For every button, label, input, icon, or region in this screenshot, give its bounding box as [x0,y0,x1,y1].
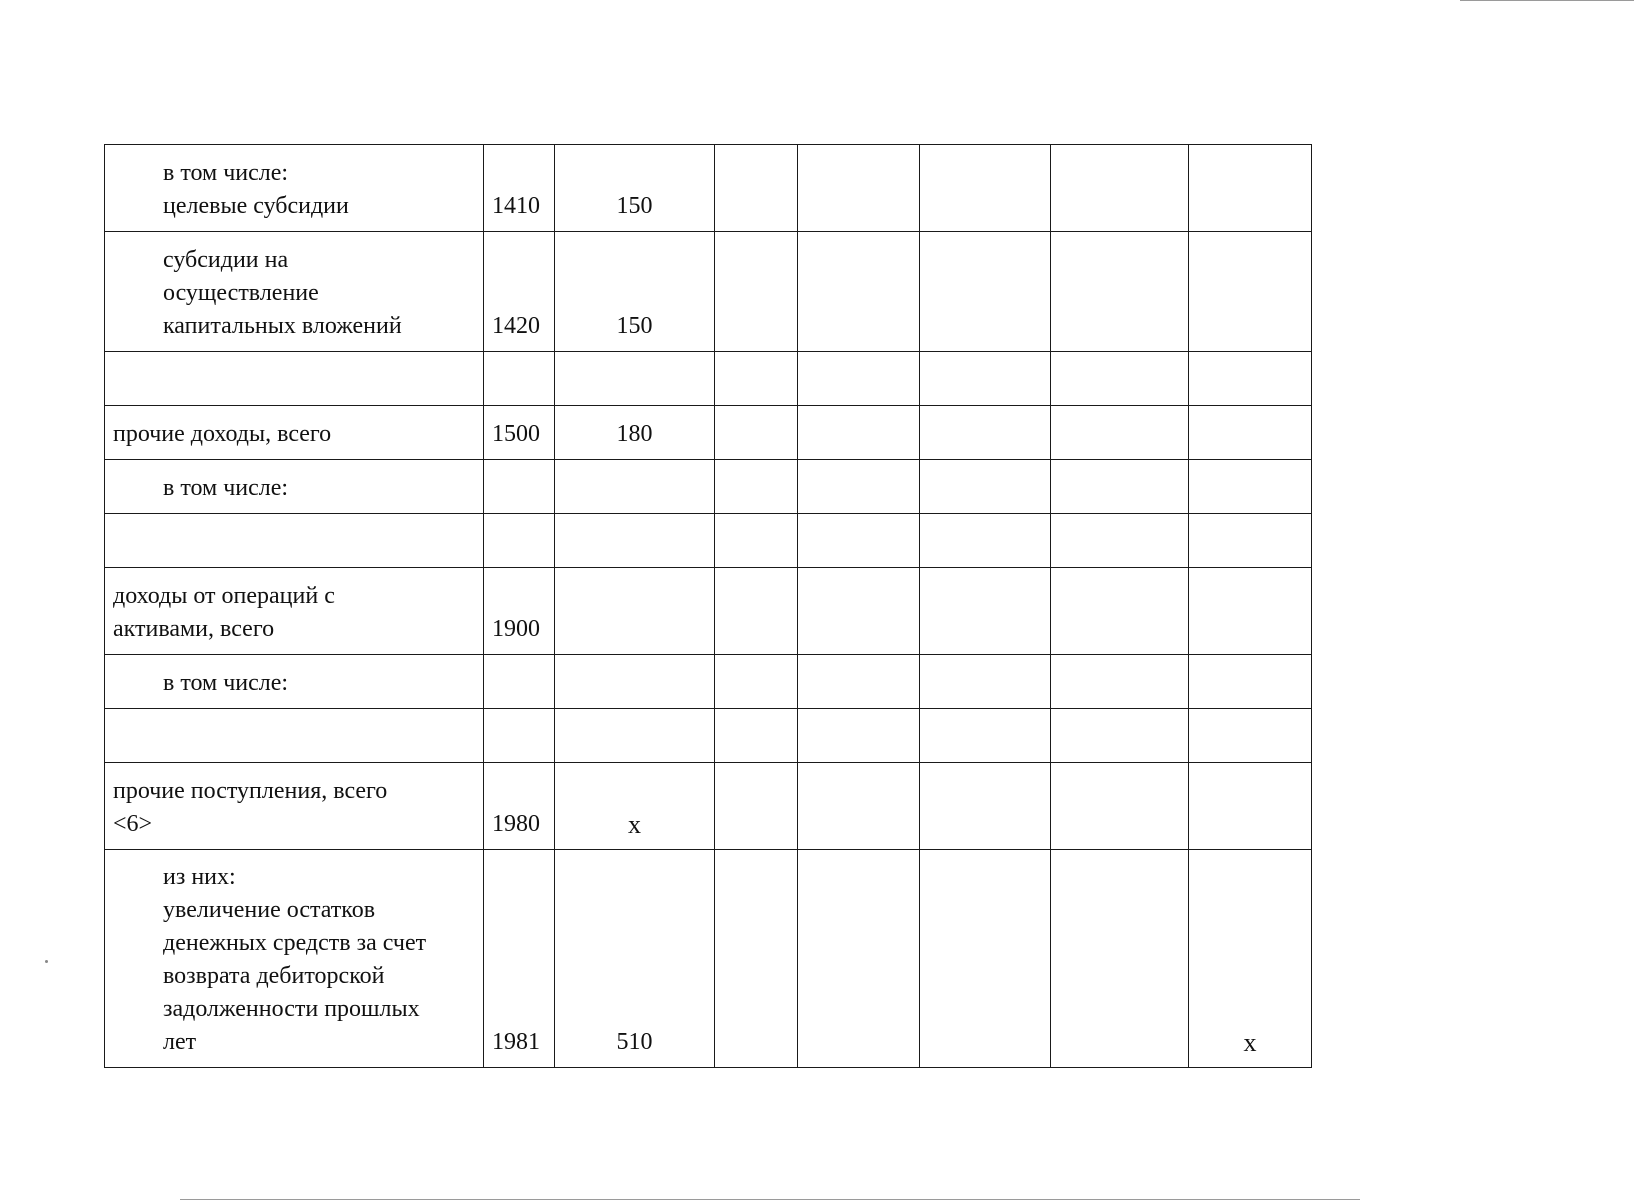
row-label-line: активами, всего [113,616,275,642]
empty-cell [920,850,1051,1068]
row-code [484,460,555,514]
row-label [105,460,484,514]
empty-cell [715,514,798,568]
row-label-line: доходы от операций с [113,583,335,609]
empty-cell [920,514,1051,568]
row-label-line: <6> [113,811,153,837]
empty-cell [1051,406,1189,460]
row-last-value [1189,232,1312,352]
table-row-1980 [105,763,1312,850]
row-label [105,232,484,352]
table-row-1900 [105,568,1312,655]
row-label-line: прочие поступления, всего [113,778,388,804]
row-value: 510 [555,850,715,1068]
row-label [105,514,484,568]
row-value [555,709,715,763]
empty-cell [715,406,798,460]
empty-cell [1051,850,1189,1068]
row-code [484,514,555,568]
empty-cell [715,763,798,850]
row-label [105,568,484,655]
table-row-subheader [105,655,1312,709]
empty-cell [798,709,920,763]
row-value: x [555,763,715,850]
row-value [555,655,715,709]
empty-cell [715,850,798,1068]
row-label-line: капитальных вложений [163,313,402,339]
row-label-line: субсидии на [163,247,289,273]
empty-cell [1051,568,1189,655]
empty-cell [715,145,798,232]
row-value: 150 [555,232,715,352]
row-last-value [1189,352,1312,406]
row-label-line: задолженности прошлых [163,996,420,1022]
row-last-value [1189,763,1312,850]
row-label-line: осуществление [163,280,319,306]
empty-cell [920,568,1051,655]
table-row-1500 [105,406,1312,460]
row-last-value [1189,568,1312,655]
row-code [484,709,555,763]
empty-cell [798,763,920,850]
table-row-empty [105,352,1312,406]
row-value [555,460,715,514]
row-last-value [1189,655,1312,709]
row-label-line: возврата дебиторской [163,963,385,989]
row-value [555,514,715,568]
row-last-value [1189,709,1312,763]
empty-cell [715,568,798,655]
row-last-value [1189,406,1312,460]
row-label [105,406,484,460]
empty-cell [1051,514,1189,568]
empty-cell [1051,232,1189,352]
row-code: 1410 [484,145,555,232]
empty-cell [920,232,1051,352]
empty-cell [715,655,798,709]
empty-cell [798,655,920,709]
empty-cell [798,568,920,655]
table-row-empty [105,709,1312,763]
row-code: 1981 [484,850,555,1068]
empty-cell [1051,763,1189,850]
empty-cell [798,352,920,406]
empty-cell [920,655,1051,709]
row-label [105,352,484,406]
row-last-value [1189,460,1312,514]
row-code [484,655,555,709]
row-value: 150 [555,145,715,232]
empty-cell [798,460,920,514]
row-label [105,850,484,1068]
scan-artifact-dot [45,960,48,963]
empty-cell [920,406,1051,460]
row-label-line: из них: [163,864,236,890]
row-value: 180 [555,406,715,460]
empty-cell [920,709,1051,763]
empty-cell [1051,460,1189,514]
empty-cell [1051,709,1189,763]
empty-cell [1051,145,1189,232]
row-label-line: лет [163,1029,197,1055]
row-code: 1420 [484,232,555,352]
scan-artifact-top-line [1460,0,1634,1]
row-value [555,568,715,655]
empty-cell [798,406,920,460]
row-label [105,709,484,763]
table-row-empty [105,514,1312,568]
table-row-1981 [105,850,1312,1068]
table-row-1420 [105,232,1312,352]
empty-cell [715,709,798,763]
row-label-line: в том числе: [163,670,289,696]
empty-cell [920,145,1051,232]
row-code: 1980 [484,763,555,850]
row-label [105,763,484,850]
empty-cell [715,352,798,406]
empty-cell [1051,655,1189,709]
empty-cell [715,460,798,514]
row-label-line: в том числе: [163,475,289,501]
empty-cell [920,460,1051,514]
row-code [484,352,555,406]
empty-cell [798,232,920,352]
row-label-line: прочие доходы, всего [113,421,332,447]
table-row-1410 [105,145,1312,232]
row-label-line: в том числе: [163,160,289,186]
row-label-line: денежных средств за счет [163,930,427,956]
empty-cell [715,232,798,352]
income-table [104,144,1312,1068]
row-last-value: x [1189,850,1312,1068]
row-last-value [1189,514,1312,568]
row-value [555,352,715,406]
empty-cell [798,145,920,232]
empty-cell [798,514,920,568]
empty-cell [798,850,920,1068]
table-row-subheader [105,460,1312,514]
empty-cell [920,352,1051,406]
row-last-value [1189,145,1312,232]
empty-cell [1051,352,1189,406]
row-label-line: целевые субсидии [163,193,349,219]
row-code: 1900 [484,568,555,655]
row-label-line: увеличение остатков [163,897,376,923]
row-code: 1500 [484,406,555,460]
empty-cell [920,763,1051,850]
row-label [105,145,484,232]
row-label [105,655,484,709]
